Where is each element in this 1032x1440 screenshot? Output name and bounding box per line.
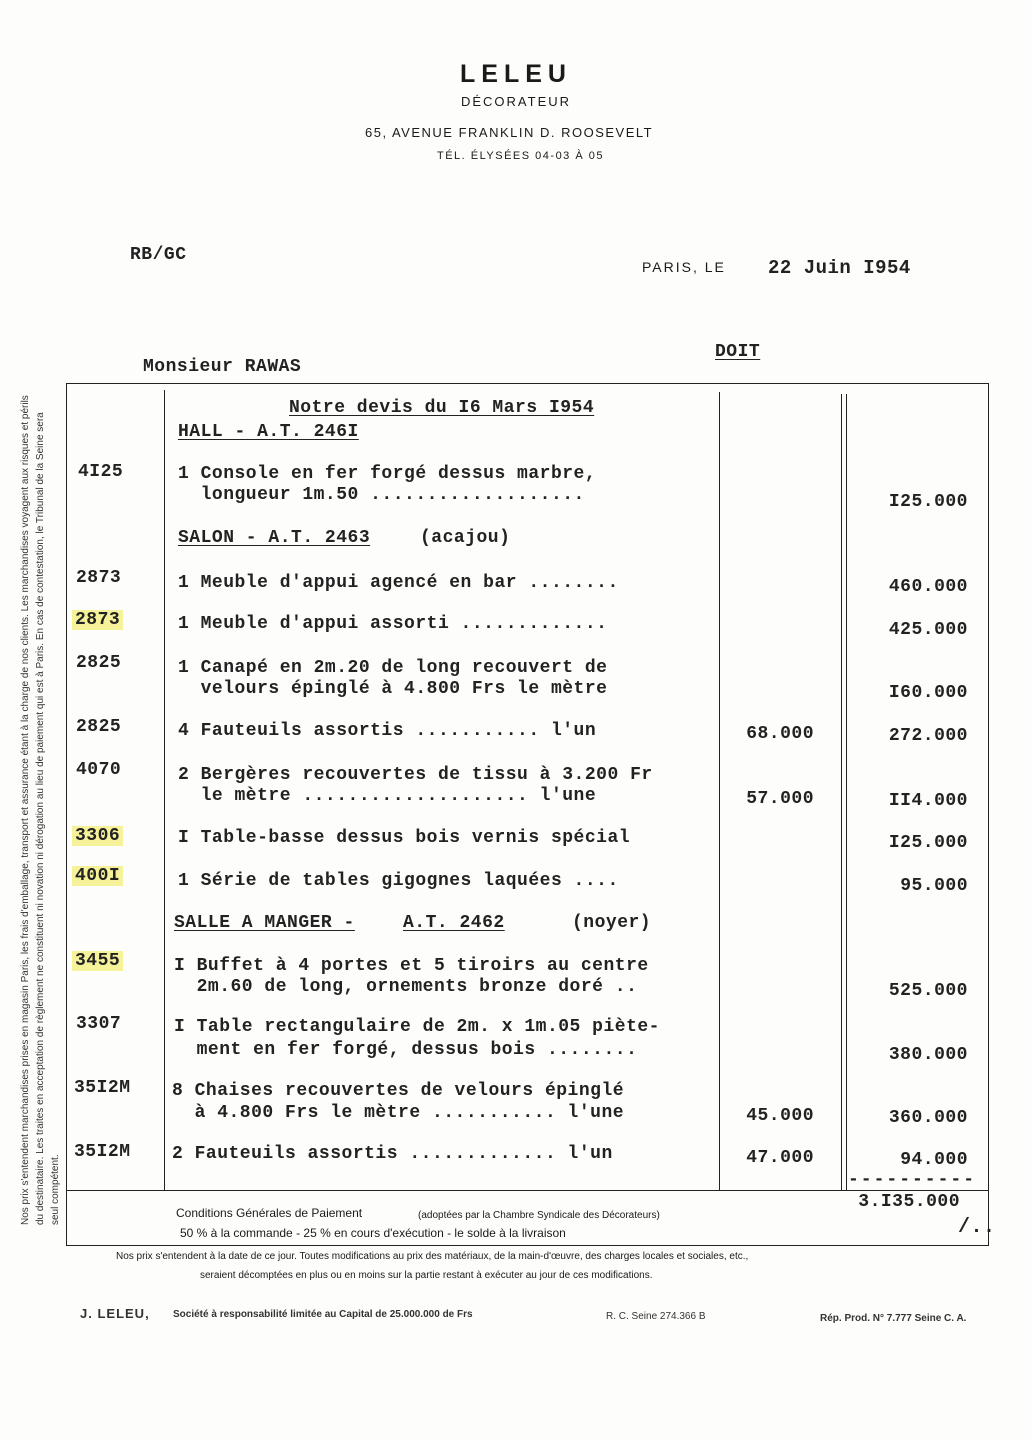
invoice-date: 22 Juin I954 bbox=[768, 257, 911, 279]
item-description-cont: ment en fer forgé, dessus bois ........ bbox=[174, 1040, 638, 1060]
item-unit-price: 68.000 bbox=[746, 724, 814, 744]
item-description: 8 Chaises recouvertes de velours épinglé bbox=[172, 1081, 625, 1101]
table-top-border bbox=[66, 383, 989, 384]
footer-rc: R. C. Seine 274.366 B bbox=[606, 1311, 706, 1322]
item-total: 525.000 bbox=[888, 981, 968, 1001]
item-ref bbox=[72, 866, 123, 886]
section-hall: HALL - A.T. 246I bbox=[178, 422, 359, 442]
table-left-border bbox=[66, 383, 67, 1245]
item-description: I Table-basse dessus bois vernis spécial bbox=[178, 828, 631, 848]
item-ref: 4070 bbox=[76, 760, 122, 780]
highlighted-ref: 400I bbox=[72, 866, 123, 886]
item-ref bbox=[72, 610, 123, 630]
total-column-divider-b bbox=[846, 394, 847, 1190]
item-ref: 35I2M bbox=[74, 1078, 131, 1098]
highlighted-ref: 3306 bbox=[72, 826, 123, 846]
continuation-mark: /.. bbox=[958, 1216, 996, 1239]
item-ref: 35I2M bbox=[74, 1142, 131, 1162]
item-ref: 4I25 bbox=[78, 462, 124, 482]
item-description-cont: longueur 1m.50 ................... bbox=[178, 485, 585, 505]
item-total: I25.000 bbox=[888, 492, 968, 512]
item-unit-price: 57.000 bbox=[746, 789, 814, 809]
item-description: 1 Canapé en 2m.20 de long recouvert de bbox=[178, 658, 608, 678]
section-salon: SALON - A.T. 2463 bbox=[178, 528, 371, 548]
section-salle-a-manger: SALLE A MANGER - bbox=[174, 913, 355, 933]
doit-label: DOIT bbox=[715, 342, 761, 362]
item-description-cont: velours épinglé à 4.800 Frs le mètre bbox=[178, 679, 608, 699]
item-ref: 2825 bbox=[76, 717, 122, 737]
conditions-note: (adoptées par la Chambre Syndicale des Décorateurs) bbox=[418, 1210, 660, 1221]
total-rule: ---------- bbox=[848, 1170, 977, 1190]
payment-terms: 50 % à la commande - 25 % en cours d'exécution - le solde à la livraison bbox=[180, 1226, 566, 1240]
item-ref: 2873 bbox=[76, 568, 122, 588]
highlighted-ref: 2873 bbox=[72, 610, 123, 630]
brand-subtitle: DÉCORATEUR bbox=[460, 94, 572, 109]
quote-heading: Notre devis du I6 Mars I954 bbox=[289, 398, 595, 418]
item-total: 94.000 bbox=[900, 1150, 968, 1170]
footer-capital: Société à responsabilité limitée au Capital de 25.000.000 de Frs bbox=[173, 1309, 473, 1320]
item-description: 2 Fauteuils assortis ............. l'un bbox=[172, 1144, 613, 1164]
item-description-cont: le mètre .................... l'une bbox=[178, 786, 597, 806]
place-label: PARIS, LE bbox=[642, 259, 726, 275]
item-total: 360.000 bbox=[888, 1108, 968, 1128]
address: 65, AVENUE FRANKLIN D. ROOSEVELT bbox=[365, 125, 654, 140]
table-right-border bbox=[988, 383, 989, 1245]
item-description: 1 Meuble d'appui agencé en bar ........ bbox=[178, 573, 619, 593]
item-description: 2 Bergères recouvertes de tissu à 3.200 Fr bbox=[178, 765, 653, 785]
phone: TÉL. ÉLYSÉES 04-03 À 05 bbox=[437, 150, 604, 162]
total-column-divider-a bbox=[841, 394, 842, 1190]
table-divider-line bbox=[66, 1190, 989, 1191]
ref-column-divider bbox=[164, 390, 165, 1190]
item-unit-price: 45.000 bbox=[746, 1106, 814, 1126]
unit-column-divider bbox=[719, 392, 720, 1190]
item-ref bbox=[72, 951, 123, 971]
price-note-line-2: seraient décomptées en plus ou en moins sur la partie restant à exécuter au jour de ces modifications. bbox=[200, 1270, 653, 1281]
section-salon-note: (acajou) bbox=[420, 528, 511, 548]
reference: RB/GC bbox=[130, 245, 187, 265]
price-note-line-1: Nos prix s'entendent à la date de ce jour. Toutes modifications au prix des matériaux, de la main-d'œuvre, des charges locales et sociales, etc., bbox=[116, 1251, 749, 1262]
item-description: 1 Console en fer forgé dessus marbre, bbox=[178, 464, 597, 484]
item-total: 272.000 bbox=[888, 726, 968, 746]
table-bottom-border bbox=[66, 1245, 989, 1246]
item-description-cont: 2m.60 de long, ornements bronze doré .. bbox=[174, 977, 638, 997]
item-description: I Table rectangulaire de 2m. x 1m.05 piète- bbox=[174, 1017, 660, 1037]
item-total: I60.000 bbox=[888, 683, 968, 703]
item-description: I Buffet à 4 portes et 5 tiroirs au centre bbox=[174, 956, 649, 976]
section-salle-ref: A.T. 2462 bbox=[403, 913, 505, 933]
section-salle-note: (noyer) bbox=[572, 913, 652, 933]
item-ref: 3307 bbox=[76, 1014, 122, 1034]
side-terms-note: Nos prix s'entendent marchandises prises en magasin Paris, les frais d'emballage, transport et assurance étant à la charge de nos clients. Les marchandises voyagent aux risques et périls du destinataire. Les traites en acceptation de règlement ne constituent ni novation ni dérogation au lieu de paiement qui est à Paris. En cas de contestation, le Tribunal de la Seine sera seul compétent. bbox=[20, 395, 61, 1225]
grand-total: 3.I35.000 bbox=[858, 1192, 960, 1212]
item-total: II4.000 bbox=[888, 791, 968, 811]
item-total: 460.000 bbox=[888, 577, 968, 597]
item-description-cont: à 4.800 Frs le mètre ........... l'une bbox=[172, 1103, 625, 1123]
item-total: 380.000 bbox=[888, 1045, 968, 1065]
footer-company: J. LELEU, bbox=[80, 1306, 150, 1321]
item-description: 1 Série de tables gigognes laquées .... bbox=[178, 871, 619, 891]
item-total: 425.000 bbox=[888, 620, 968, 640]
item-description: 1 Meuble d'appui assorti ............. bbox=[178, 614, 608, 634]
item-ref bbox=[72, 826, 123, 846]
recipient: Monsieur RAWAS bbox=[143, 357, 302, 377]
brand-name: LELEU bbox=[460, 60, 572, 88]
highlighted-ref: 3455 bbox=[72, 951, 123, 971]
item-description: 4 Fauteuils assortis ........... l'un bbox=[178, 721, 597, 741]
item-total: I25.000 bbox=[888, 833, 968, 853]
item-total: 95.000 bbox=[900, 876, 968, 896]
item-unit-price: 47.000 bbox=[746, 1148, 814, 1168]
item-ref: 2825 bbox=[76, 653, 122, 673]
conditions-title: Conditions Générales de Paiement bbox=[176, 1206, 363, 1220]
footer-rep: Rép. Prod. N° 7.777 Seine C. A. bbox=[820, 1313, 967, 1324]
